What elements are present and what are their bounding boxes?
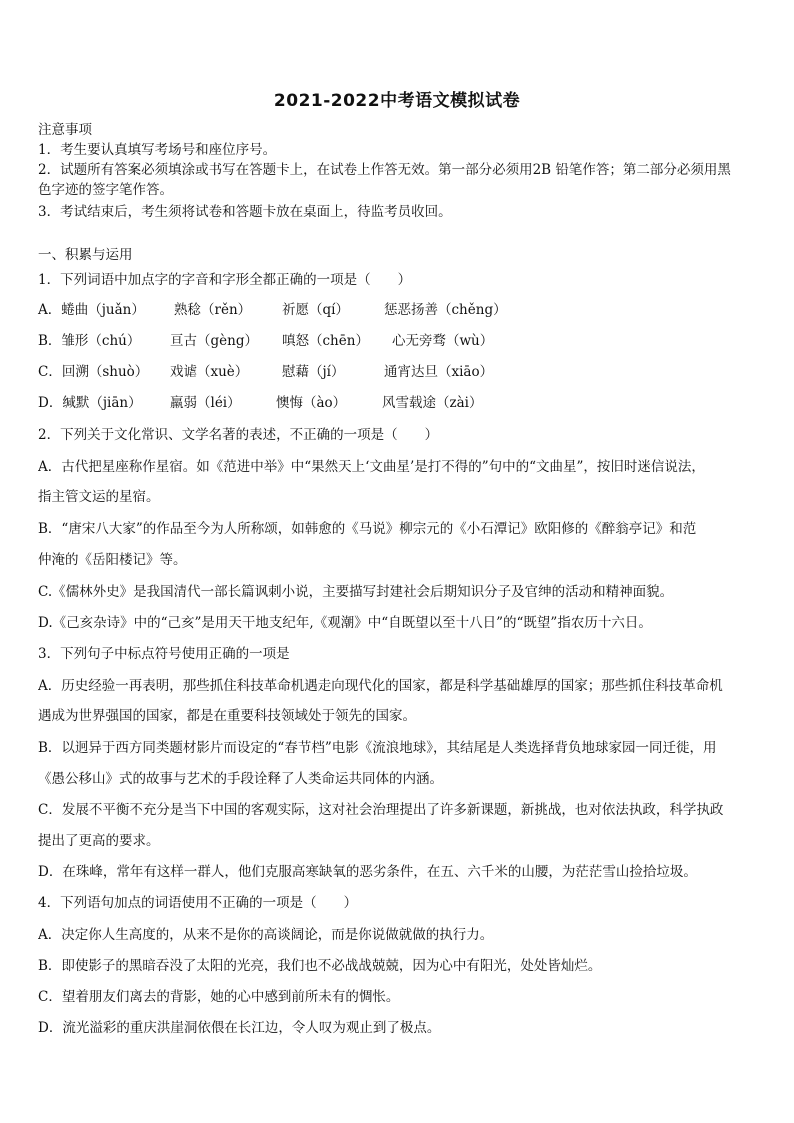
option-word: 通宵达旦（xiāo）	[384, 364, 494, 380]
q4-option-b: B．即使影子的黑暗吞没了太阳的光亮，我们也不必战战兢兢，因为心中有阳光，处处皆灿烂。	[38, 958, 602, 974]
notice-item: 3．考试结束后，考生须将试卷和答题卡放在桌面上，待监考员收回。	[38, 204, 452, 220]
q2-option-d: D.《己亥杂诗》中的“己亥”是用天干地支纪年,《观潮》中“自既望以至十八日”的“既望”指农历十六日。	[38, 615, 652, 631]
option-word: D．缄默（jiān）	[38, 395, 142, 411]
option-word: 羸弱（léi）	[170, 395, 241, 411]
notice-item: 2．试题所有答案必须填涂或书写在答题卡上，在试卷上作答无效。第一部分必须用2B 铅笔作答；第二部分必须用黑	[38, 162, 731, 178]
question-stem: 3．下列句子中标点符号使用正确的一项是	[38, 646, 290, 662]
question-stem: 1．下列词语中加点字的字音和字形全都正确的一项是（ ）	[38, 272, 412, 288]
option-word: 惩恶扬善（chěng）	[384, 302, 507, 318]
option-word: 戏谑（xuè）	[170, 364, 249, 380]
option-word: 风雪载途（zài）	[382, 395, 483, 411]
option-word: 熟稔（rěn）	[174, 302, 252, 318]
q2-option-b-cont: 仲淹的《岳阳楼记》等。	[38, 552, 187, 568]
option-word: 懊悔（ào）	[276, 395, 347, 411]
q2-option-a: A．古代把星座称作星宿。如《范进中举》中“果然天上‘文曲星’是打不得的”句中的“文曲星”，按旧时迷信说法，	[38, 459, 705, 475]
q4-option-a: A．决定你人生高度的，从来不是你的高谈阔论，而是你说做就做的执行力。	[38, 927, 494, 943]
q3-option-b: B．以迥异于西方同类题材影片而设定的“春节档”电影《流浪地球》，其结尾是人类选择背负地球家园一同迁徙，用	[38, 740, 717, 756]
option-word: 心无旁骛（wù）	[392, 333, 494, 349]
question-stem: 2．下列关于文化常识、文学名著的表述，不正确的一项是（ ）	[38, 427, 439, 443]
section-heading: 一、积累与运用	[38, 247, 133, 263]
page-title: 2021-2022中考语文模拟试卷	[273, 91, 521, 111]
q2-option-c: C.《儒林外史》是我国清代一部长篇讽刺小说，主要描写封建社会后期知识分子及官绅的活动和精神面貌。	[38, 584, 674, 600]
q3-option-d: D．在珠峰，常年有这样一群人，他们克服高寒缺氧的恶劣条件，在五、六千米的山腰，为茫茫雪山捡拾垃圾。	[38, 864, 697, 880]
q3-option-c-cont: 提出了更高的要求。	[38, 833, 160, 849]
option-word: C．回溯（shuò）	[38, 364, 149, 380]
option-word: A．蜷曲（juǎn）	[38, 302, 145, 318]
notice-heading: 注意事项	[38, 122, 92, 138]
option-word: 亘古（gèng）	[170, 333, 258, 349]
q4-option-d: D．流光溢彩的重庆洪崖洞依偎在长江边，令人叹为观止到了极点。	[38, 1020, 441, 1036]
q3-option-b-cont: 《愚公移山》式的故事与艺术的手段诠释了人类命运共同体的内涵。	[38, 771, 443, 787]
option-word: 祈愿（qí）	[282, 302, 349, 318]
option-word: 慰藉（jí）	[282, 364, 345, 380]
option-word: 嗔怒（chēn）	[282, 333, 369, 349]
q2-option-b: B．“唐宋八大家”的作品至今为人所称颂，如韩愈的《马说》柳宗元的《小石潭记》欧阳修的《醉翁亭记》和范	[38, 521, 697, 537]
option-word: B．雏形（chú）	[38, 333, 141, 349]
q3-option-a-cont: 遇成为世界强国的国家，都是在重要科技领域处于领先的国家。	[38, 708, 416, 724]
notice-item: 色字迹的签字笔作答。	[38, 182, 173, 198]
q2-option-a-cont: 指主管文运的星宿。	[38, 489, 160, 505]
q3-option-c: C．发展不平衡不充分是当下中国的客观实际，这对社会治理提出了许多新课题，新挑战，也对依法执政，科学执政	[38, 802, 724, 818]
q3-option-a: A．历史经验一再表明，那些抓住科技革命机遇走向现代化的国家，都是科学基础雄厚的国家；那些抓住科技革命机	[38, 678, 723, 694]
question-stem: 4．下列语句加点的词语使用不正确的一项是（ ）	[38, 895, 358, 911]
q4-option-c: C．望着朋友们离去的背影，她的心中感到前所未有的惆怅。	[38, 989, 400, 1005]
notice-item: 1．考生要认真填写考场号和座位序号。	[38, 142, 277, 158]
